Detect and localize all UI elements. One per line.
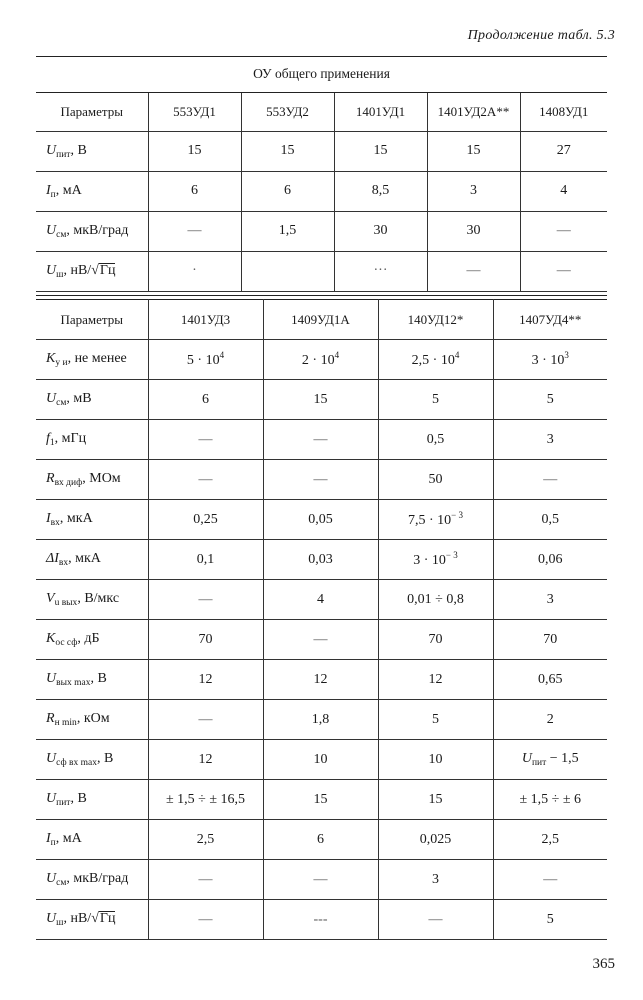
param-cell xyxy=(36,171,148,211)
value-cell: 2,5 xyxy=(148,820,263,860)
value-cell: 3 xyxy=(427,171,520,211)
param-subscript: ш xyxy=(56,918,64,928)
param-unit: , мГц xyxy=(54,431,87,446)
param-symbol: $I_п$ xyxy=(46,182,56,200)
value-cell: — xyxy=(148,700,263,740)
value-exponent: 3 xyxy=(564,350,569,360)
header-device: 553УД2 xyxy=(241,93,334,131)
value-cell: — xyxy=(148,580,263,620)
value-cell: 0,1 xyxy=(148,540,263,580)
param-subscript: вх xyxy=(58,558,69,568)
table-row xyxy=(36,211,607,251)
header-device: 1408УД1 xyxy=(520,93,607,131)
param-subscript: 1 xyxy=(49,438,55,448)
value-cell: 10 xyxy=(378,740,493,780)
value-cell xyxy=(148,340,263,380)
param-symbol: $V_{u вых}$ xyxy=(46,591,78,608)
header-parameters: Параметры xyxy=(36,93,148,131)
param-subscript: см xyxy=(56,878,67,888)
param-subscript: вых max xyxy=(56,678,91,688)
value-rest: − 1,5 xyxy=(546,751,579,766)
header-device: 1401УД2А** xyxy=(427,93,520,131)
value-cell: 0,025 xyxy=(378,820,493,860)
param-symbol: $I_п$ xyxy=(46,831,56,848)
table-row xyxy=(36,580,607,620)
param-subscript: сф вх max xyxy=(56,758,97,768)
param-subscript: ос сф xyxy=(55,638,78,648)
value-base: 3 · 10 xyxy=(413,553,446,568)
value-exponent: 4 xyxy=(334,350,340,360)
value-cell: 3 xyxy=(493,420,607,460)
param-cell xyxy=(36,380,148,420)
param-symbol: $U_{пит}$ xyxy=(46,142,71,160)
value-cell: 12 xyxy=(148,740,263,780)
param-symbol: $U_{см}$ xyxy=(46,871,67,888)
value-cell: 6 xyxy=(241,171,334,211)
param-cell xyxy=(36,900,148,940)
param-cell xyxy=(36,740,148,780)
table-row xyxy=(36,251,607,291)
value-cell: 12 xyxy=(148,660,263,700)
value-cell: 1,5 xyxy=(241,211,334,251)
sqrt-operand: Гц xyxy=(99,911,116,926)
param-cell xyxy=(36,420,148,460)
param-unit: , кОм xyxy=(76,711,110,726)
value-base: 3 · 10 xyxy=(531,353,565,368)
param-symbol: $\Delta I_{вх}$ xyxy=(46,551,69,568)
value-exponent: − 3 xyxy=(451,510,463,520)
top-rule xyxy=(36,56,607,57)
param-unit: , В xyxy=(90,671,107,686)
param-unit: , В/мкс xyxy=(77,591,120,606)
value-base: 2 · 10 xyxy=(301,353,335,368)
header-device: 1401УД3 xyxy=(148,300,263,340)
param-symbol: $U_{см}$ xyxy=(46,391,67,408)
value-cell: 0,5 xyxy=(378,420,493,460)
table-row xyxy=(36,620,607,660)
value-cell: 0,25 xyxy=(148,500,263,540)
value-cell: 30 xyxy=(427,211,520,251)
param-unit: , нВ/ xyxy=(63,911,92,926)
param-cell xyxy=(36,131,148,171)
param-symbol: $U_{см}$ xyxy=(46,222,67,240)
value-symbol: $U_{пит}$ xyxy=(521,751,547,768)
param-subscript: у и xyxy=(55,358,68,368)
param-subscript: u вых xyxy=(54,598,78,608)
value-cell: 27 xyxy=(520,131,607,171)
value-base: 7,5 · 10 xyxy=(408,513,452,528)
table-row xyxy=(36,540,607,580)
value-cell: 70 xyxy=(378,620,493,660)
value-cell: 15 xyxy=(378,780,493,820)
parameters-table-2 xyxy=(36,299,607,940)
param-subscript: п xyxy=(50,838,56,848)
table-row xyxy=(36,340,607,380)
value-cell: 15 xyxy=(263,780,378,820)
param-unit: , мкВ/град xyxy=(66,222,129,238)
table-header-row xyxy=(36,93,607,131)
value-cell: — xyxy=(263,860,378,900)
parameters-table-1 xyxy=(36,93,607,292)
value-cell: — xyxy=(263,460,378,500)
param-subscript: п xyxy=(50,189,56,200)
table-row xyxy=(36,700,607,740)
param-unit: , мкА xyxy=(59,511,93,526)
value-cell: 6 xyxy=(148,171,241,211)
value-cell: 0,5 xyxy=(493,500,607,540)
table-row xyxy=(36,420,607,460)
value-cell: 3 xyxy=(378,860,493,900)
value-subscript: пит xyxy=(531,758,547,768)
param-cell xyxy=(36,211,148,251)
param-cell xyxy=(36,580,148,620)
param-unit: , дБ xyxy=(77,631,100,646)
param-symbol: $K_{у и}$ xyxy=(46,351,68,368)
param-symbol: $K_{ос сф}$ xyxy=(46,631,78,648)
value-cell: — xyxy=(520,211,607,251)
table-row xyxy=(36,660,607,700)
value-cell xyxy=(378,540,493,580)
header-device: 1409УД1А xyxy=(263,300,378,340)
sqrt-operand: Гц xyxy=(99,262,116,278)
param-symbol: $U_ш$ xyxy=(46,911,64,928)
value-cell: — xyxy=(148,860,263,900)
value-cell: 4 xyxy=(263,580,378,620)
value-cell: 0,03 xyxy=(263,540,378,580)
value-cell xyxy=(378,500,493,540)
value-cell: 15 xyxy=(427,131,520,171)
param-unit: , В xyxy=(70,142,87,158)
param-symbol: $R_{вх диф}$ xyxy=(46,471,83,488)
param-unit: , нВ/ xyxy=(63,262,92,278)
param-cell xyxy=(36,251,148,291)
param-cell xyxy=(36,620,148,660)
param-subscript: н min xyxy=(54,718,77,728)
param-symbol: $U_{вых max}$ xyxy=(46,671,91,688)
value-cell: 8,5 xyxy=(334,171,427,211)
value-cell xyxy=(493,740,607,780)
table-row xyxy=(36,131,607,171)
param-cell xyxy=(36,700,148,740)
param-unit: , В xyxy=(96,751,114,766)
value-cell xyxy=(241,251,334,291)
param-unit: , мкА xyxy=(68,551,101,566)
value-cell: — xyxy=(493,460,607,500)
value-cell xyxy=(263,340,378,380)
value-cell: — xyxy=(493,860,607,900)
param-symbol: $f_1$ xyxy=(46,431,55,448)
param-symbol: $I_{вх}$ xyxy=(46,511,60,528)
value-cell: 15 xyxy=(334,131,427,171)
value-cell: 70 xyxy=(493,620,607,660)
value-cell: — xyxy=(148,211,241,251)
table-row xyxy=(36,860,607,900)
param-unit: , мВ xyxy=(66,391,92,406)
table-caption: Продолжение табл. 5.3 xyxy=(467,28,615,43)
sqrt-sign: √ xyxy=(91,911,99,926)
param-subscript: см xyxy=(56,229,67,240)
value-cell: 70 xyxy=(148,620,263,660)
param-subscript: пит xyxy=(56,798,71,808)
value-cell: — xyxy=(263,620,378,660)
value-cell: 15 xyxy=(241,131,334,171)
param-unit: , МОм xyxy=(82,471,121,486)
param-subscript: вх диф xyxy=(54,478,83,488)
param-subscript: ш xyxy=(56,269,64,280)
param-unit: , мА xyxy=(55,831,82,846)
table-header-row xyxy=(36,300,607,340)
value-cell: ± 1,5 ÷ ± 6 xyxy=(493,780,607,820)
param-cell xyxy=(36,660,148,700)
table-row xyxy=(36,780,607,820)
value-exponent: 4 xyxy=(454,350,460,360)
header-device: 1407УД4** xyxy=(493,300,607,340)
value-base: 2,5 · 10 xyxy=(411,353,455,368)
value-cell: — xyxy=(520,251,607,291)
value-cell: 15 xyxy=(148,131,241,171)
param-cell xyxy=(36,500,148,540)
value-cell: 6 xyxy=(263,820,378,860)
param-cell xyxy=(36,820,148,860)
value-cell: — xyxy=(427,251,520,291)
value-cell xyxy=(493,340,607,380)
value-cell: — xyxy=(148,900,263,940)
page-number: 365 xyxy=(592,956,615,972)
header-device: 553УД1 xyxy=(148,93,241,131)
param-cell xyxy=(36,780,148,820)
value-cell: 30 xyxy=(334,211,427,251)
value-cell: 50 xyxy=(378,460,493,500)
param-unit: , мкВ/град xyxy=(66,871,129,886)
value-cell: 15 xyxy=(263,380,378,420)
param-unit: , В xyxy=(70,791,87,806)
value-cell: — xyxy=(378,900,493,940)
table-row xyxy=(36,171,607,211)
param-cell xyxy=(36,460,148,500)
param-cell xyxy=(36,340,148,380)
value-cell xyxy=(378,340,493,380)
value-cell: 12 xyxy=(378,660,493,700)
value-base: 5 · 10 xyxy=(186,353,220,368)
value-cell: 5 xyxy=(493,380,607,420)
value-cell: 5 xyxy=(493,900,607,940)
value-cell: 4 xyxy=(520,171,607,211)
value-cell: 10 xyxy=(263,740,378,780)
value-cell: ··· xyxy=(334,251,427,291)
double-rule-upper xyxy=(36,295,607,296)
table-row xyxy=(36,500,607,540)
value-cell: 0,06 xyxy=(493,540,607,580)
group-title: ОУ общего применения xyxy=(253,66,390,81)
header-device: 140УД12* xyxy=(378,300,493,340)
value-cell: 2 xyxy=(493,700,607,740)
value-cell: 5 xyxy=(378,700,493,740)
table-row xyxy=(36,820,607,860)
table-row xyxy=(36,460,607,500)
value-cell: — xyxy=(148,420,263,460)
table-row xyxy=(36,380,607,420)
param-symbol: $U_{сф вх max}$ xyxy=(46,751,97,768)
value-cell: · xyxy=(148,251,241,291)
table-row xyxy=(36,900,607,940)
param-cell xyxy=(36,540,148,580)
value-cell: ± 1,5 ÷ ± 16,5 xyxy=(148,780,263,820)
value-cell: 1,8 xyxy=(263,700,378,740)
value-cell: 2,5 xyxy=(493,820,607,860)
value-exponent: − 3 xyxy=(445,550,458,560)
param-subscript: см xyxy=(56,398,67,408)
value-cell: 0,05 xyxy=(263,500,378,540)
header-device: 1401УД1 xyxy=(334,93,427,131)
param-unit: , не менее xyxy=(67,351,127,366)
sqrt-sign: √ xyxy=(91,262,99,278)
value-cell: 3 xyxy=(493,580,607,620)
value-cell: 6 xyxy=(148,380,263,420)
param-cell xyxy=(36,860,148,900)
param-subscript: вх xyxy=(50,518,60,528)
value-cell: 0,01 ÷ 0,8 xyxy=(378,580,493,620)
param-symbol: $R_{н min}$ xyxy=(46,711,77,728)
param-symbol: $U_ш$ xyxy=(46,262,64,280)
param-unit: , мА xyxy=(55,182,82,198)
value-cell: --- xyxy=(263,900,378,940)
value-exponent: 4 xyxy=(219,350,225,360)
value-cell: 0,65 xyxy=(493,660,607,700)
value-cell: 12 xyxy=(263,660,378,700)
value-cell: 5 xyxy=(378,380,493,420)
header-parameters: Параметры xyxy=(36,300,148,340)
value-cell: — xyxy=(263,420,378,460)
value-cell: — xyxy=(148,460,263,500)
table-row xyxy=(36,740,607,780)
param-symbol: $U_{пит}$ xyxy=(46,791,71,808)
param-subscript: пит xyxy=(56,149,71,160)
